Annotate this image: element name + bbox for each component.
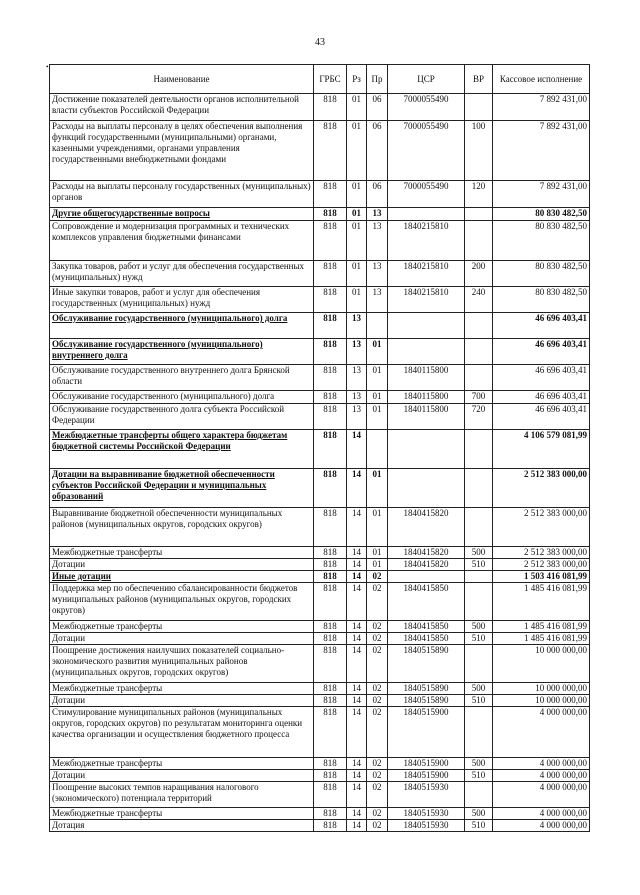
cell-vr: 510 [465, 770, 493, 782]
cell-pr: 02 [367, 621, 388, 633]
cell-vr: 510 [465, 633, 493, 645]
cell-rz: 01 [347, 287, 367, 313]
cell-pr [367, 313, 388, 339]
cell-grbs: 818 [314, 621, 347, 633]
cell-name: Поощрение достижения наилучших показателей социально-экономического развития муниципальных районов (муниципальных округов, городских округов) [50, 645, 314, 683]
cell-rz: 14 [347, 645, 367, 683]
cell-pr: 13 [367, 221, 388, 261]
cell-csr: 1840515890 [388, 695, 465, 707]
cell-name: Дотации на выравнивание бюджетной обеспеченности субъектов Российской Федерации и муниципальных образований [50, 469, 314, 508]
cell-vr: 500 [465, 621, 493, 633]
table-row [50, 770, 590, 782]
cell-name: Межбюджетные трансферты общего характера бюджетам бюджетной системы Российской Федерации [50, 430, 314, 469]
cell-csr: 7000055490 [388, 94, 465, 121]
cell-pr: 02 [367, 820, 388, 832]
table-row [50, 508, 590, 547]
cell-name: Межбюджетные трансферты [50, 758, 314, 770]
cell-csr: 7000055490 [388, 121, 465, 181]
table-row [50, 808, 590, 820]
cell-grbs: 818 [314, 683, 347, 695]
cell-grbs: 818 [314, 547, 347, 559]
cell-csr [388, 571, 465, 583]
cell-sum: 4 000 000,00 [493, 782, 590, 808]
cell-grbs: 818 [314, 820, 347, 832]
cell-pr: 01 [367, 404, 388, 430]
cell-csr: 1840415820 [388, 508, 465, 547]
cell-grbs: 818 [314, 583, 347, 621]
table-row [50, 339, 590, 365]
cell-csr: 1840515900 [388, 758, 465, 770]
cell-csr: 1840515930 [388, 782, 465, 808]
table-row [50, 820, 590, 832]
header-sum: Кассовое исполнение [493, 65, 590, 94]
cell-sum: 46 696 403,41 [493, 404, 590, 430]
cell-pr [367, 430, 388, 469]
cell-csr: 1840515900 [388, 770, 465, 782]
cell-vr [465, 707, 493, 758]
table-row [50, 782, 590, 808]
cell-pr: 02 [367, 633, 388, 645]
cell-grbs: 818 [314, 508, 347, 547]
cell-sum: 1 485 416 081,99 [493, 621, 590, 633]
table-row [50, 621, 590, 633]
cell-vr: 200 [465, 261, 493, 287]
cell-vr [465, 430, 493, 469]
cell-csr: 1840515890 [388, 645, 465, 683]
table-row [50, 547, 590, 559]
cell-pr: 01 [367, 508, 388, 547]
cell-csr: 1840215810 [388, 287, 465, 313]
cell-vr [465, 94, 493, 121]
cell-rz: 14 [347, 758, 367, 770]
table-row [50, 181, 590, 208]
cell-rz: 14 [347, 621, 367, 633]
header-rz: Рз [347, 65, 367, 94]
table-row [50, 208, 590, 221]
cell-sum: 2 512 383 000,00 [493, 559, 590, 571]
cell-grbs: 818 [314, 469, 347, 508]
cell-sum: 1 485 416 081,99 [493, 633, 590, 645]
cell-grbs: 818 [314, 365, 347, 391]
table-row [50, 365, 590, 391]
cell-name: Дотации [50, 633, 314, 645]
cell-rz: 14 [347, 782, 367, 808]
cell-csr [388, 469, 465, 508]
cell-vr: 510 [465, 695, 493, 707]
cell-csr [388, 313, 465, 339]
cell-rz: 01 [347, 208, 367, 221]
cell-vr: 720 [465, 404, 493, 430]
cell-name: Выравнивание бюджетной обеспеченности муниципальных районов (муниципальных округов, городских округов) [50, 508, 314, 547]
cell-csr: 1840215810 [388, 221, 465, 261]
cell-name: Сопровождение и модернизация программных и технических комплексов управления бюджетными финансами [50, 221, 314, 261]
cell-grbs: 818 [314, 430, 347, 469]
cell-vr: 100 [465, 121, 493, 181]
cell-name: Закупка товаров, работ и услуг для обеспечения государственных (муниципальных) нужд [50, 261, 314, 287]
cell-pr: 13 [367, 208, 388, 221]
cell-rz: 01 [347, 94, 367, 121]
cell-pr: 02 [367, 770, 388, 782]
cell-rz: 14 [347, 571, 367, 583]
cell-grbs: 818 [314, 695, 347, 707]
cell-pr: 02 [367, 808, 388, 820]
cell-name: Другие общегосударственные вопросы [50, 208, 314, 221]
cell-csr [388, 339, 465, 365]
cell-name: Стимулирование муниципальных районов (муниципальных округов, городских округов) по результатам мониторинга оценки качества организации и осуществления бюджетного процесса [50, 707, 314, 758]
table-row [50, 559, 590, 571]
table-row [50, 404, 590, 430]
cell-rz: 14 [347, 770, 367, 782]
cell-vr [465, 208, 493, 221]
cell-csr: 1840415850 [388, 633, 465, 645]
table-row [50, 683, 590, 695]
cell-grbs: 818 [314, 208, 347, 221]
cell-pr: 02 [367, 758, 388, 770]
cell-name: Расходы на выплаты персоналу в целях обеспечения выполнения функций государственными (муниципальными) органами, казенными учреждениями, органами управления государственными внебюджетными фондами [50, 121, 314, 181]
table-row [50, 121, 590, 181]
cell-grbs: 818 [314, 758, 347, 770]
cell-pr: 02 [367, 782, 388, 808]
cell-name: Поддержка мер по обеспечению сбалансированности бюджетов муниципальных районов (муниципальных округов, городских округов) [50, 583, 314, 621]
table-row [50, 221, 590, 261]
cell-grbs: 818 [314, 559, 347, 571]
cell-rz: 14 [347, 808, 367, 820]
cell-name: Дотации [50, 770, 314, 782]
cell-rz: 01 [347, 181, 367, 208]
cell-rz: 14 [347, 547, 367, 559]
cell-sum: 46 696 403,41 [493, 365, 590, 391]
cell-name: Дотация [50, 820, 314, 832]
cell-sum: 10 000 000,00 [493, 695, 590, 707]
cell-grbs: 818 [314, 770, 347, 782]
cell-csr: 1840515890 [388, 683, 465, 695]
cell-grbs: 818 [314, 391, 347, 404]
cell-sum: 10 000 000,00 [493, 645, 590, 683]
cell-grbs: 818 [314, 287, 347, 313]
cell-sum: 2 512 383 000,00 [493, 469, 590, 508]
cell-vr: 700 [465, 391, 493, 404]
cell-rz: 13 [347, 365, 367, 391]
cell-pr: 01 [367, 559, 388, 571]
cell-grbs: 818 [314, 261, 347, 287]
cell-rz: 14 [347, 559, 367, 571]
cell-grbs: 818 [314, 221, 347, 261]
cell-grbs: 818 [314, 633, 347, 645]
cell-rz: 01 [347, 221, 367, 261]
cell-name: Дотации [50, 559, 314, 571]
cell-name: Межбюджетные трансферты [50, 621, 314, 633]
cell-csr [388, 430, 465, 469]
cell-csr: 7000055490 [388, 181, 465, 208]
cell-rz: 13 [347, 339, 367, 365]
cell-vr: 240 [465, 287, 493, 313]
cell-sum: 1 485 416 081,99 [493, 583, 590, 621]
cell-name: Обслуживание государственного (муниципального) долга [50, 391, 314, 404]
table-row [50, 695, 590, 707]
cell-pr: 01 [367, 391, 388, 404]
cell-sum: 7 892 431,00 [493, 181, 590, 208]
cell-grbs: 818 [314, 645, 347, 683]
cell-sum: 4 000 000,00 [493, 707, 590, 758]
cell-rz: 14 [347, 633, 367, 645]
cell-sum: 80 830 482,50 [493, 261, 590, 287]
cell-sum: 7 892 431,00 [493, 121, 590, 181]
table-row [50, 571, 590, 583]
cell-vr: 500 [465, 547, 493, 559]
budget-execution-table [49, 64, 590, 832]
cell-csr: 1840515930 [388, 808, 465, 820]
page-number: 43 [315, 37, 325, 48]
cell-name: Межбюджетные трансферты [50, 547, 314, 559]
cell-rz: 14 [347, 508, 367, 547]
table-row [50, 633, 590, 645]
cell-sum: 46 696 403,41 [493, 339, 590, 365]
cell-vr: 510 [465, 559, 493, 571]
cell-grbs: 818 [314, 571, 347, 583]
cell-rz: 13 [347, 404, 367, 430]
cell-pr: 13 [367, 287, 388, 313]
cell-csr: 1840415820 [388, 559, 465, 571]
cell-sum: 46 696 403,41 [493, 391, 590, 404]
cell-rz: 14 [347, 820, 367, 832]
table-row [50, 287, 590, 313]
table-row [50, 645, 590, 683]
cell-pr: 01 [367, 547, 388, 559]
cell-pr: 13 [367, 261, 388, 287]
cell-csr: 1840115800 [388, 391, 465, 404]
cell-name: Иные дотации [50, 571, 314, 583]
cell-name: Обслуживание государственного (муниципального) долга [50, 313, 314, 339]
cell-vr: 500 [465, 758, 493, 770]
cell-pr: 02 [367, 571, 388, 583]
cell-grbs: 818 [314, 181, 347, 208]
cell-sum: 80 830 482,50 [493, 208, 590, 221]
cell-rz: 13 [347, 391, 367, 404]
table-row [50, 469, 590, 508]
cell-sum: 1 503 416 081,99 [493, 571, 590, 583]
cell-name: Достижение показателей деятельности органов исполнительной власти субъектов Российской Федерации [50, 94, 314, 121]
cell-vr: 510 [465, 820, 493, 832]
cell-vr [465, 221, 493, 261]
cell-sum: 4 000 000,00 [493, 770, 590, 782]
cell-grbs: 818 [314, 121, 347, 181]
cell-vr [465, 339, 493, 365]
table-row [50, 583, 590, 621]
header-vr: ВР [465, 65, 493, 94]
table-row [50, 391, 590, 404]
cell-grbs: 818 [314, 808, 347, 820]
header-name: Наименование [50, 65, 314, 94]
cell-sum: 4 000 000,00 [493, 820, 590, 832]
cell-sum: 80 830 482,50 [493, 221, 590, 261]
table-row [50, 313, 590, 339]
header-pr: Пр [367, 65, 388, 94]
cell-vr [465, 782, 493, 808]
cell-name: Обслуживание государственного долга субъекта Российской Федерации [50, 404, 314, 430]
cell-sum: 46 696 403,41 [493, 313, 590, 339]
cell-pr: 02 [367, 695, 388, 707]
cell-grbs: 818 [314, 782, 347, 808]
cell-name: Дотации [50, 695, 314, 707]
cell-pr: 02 [367, 645, 388, 683]
cell-sum: 7 892 431,00 [493, 94, 590, 121]
cell-sum: 4 000 000,00 [493, 808, 590, 820]
cell-rz: 13 [347, 313, 367, 339]
cell-pr: 02 [367, 583, 388, 621]
cell-vr [465, 365, 493, 391]
cell-pr: 01 [367, 365, 388, 391]
cell-pr: 01 [367, 339, 388, 365]
cell-pr: 02 [367, 683, 388, 695]
cell-csr: 1840515900 [388, 707, 465, 758]
cell-vr: 500 [465, 683, 493, 695]
cell-vr: 500 [465, 808, 493, 820]
cell-csr: 1840115800 [388, 404, 465, 430]
cell-name: Межбюджетные трансферты [50, 808, 314, 820]
cell-name: Расходы на выплаты персоналу государственных (муниципальных) органов [50, 181, 314, 208]
cell-vr [465, 571, 493, 583]
cell-sum: 4 000 000,00 [493, 758, 590, 770]
cell-rz: 14 [347, 583, 367, 621]
cell-grbs: 818 [314, 707, 347, 758]
table-row [50, 430, 590, 469]
cell-pr: 06 [367, 94, 388, 121]
cell-rz: 14 [347, 469, 367, 508]
table-row [50, 261, 590, 287]
cell-vr [465, 645, 493, 683]
cell-csr: 1840415850 [388, 621, 465, 633]
cell-csr: 1840215810 [388, 261, 465, 287]
cell-csr: 1840115800 [388, 365, 465, 391]
cell-name: Иные закупки товаров, работ и услуг для обеспечения государственных (муниципальных) нужд [50, 287, 314, 313]
cell-rz: 01 [347, 121, 367, 181]
cell-pr: 06 [367, 121, 388, 181]
cell-sum: 2 512 383 000,00 [493, 547, 590, 559]
cell-rz: 14 [347, 430, 367, 469]
cell-grbs: 818 [314, 313, 347, 339]
cell-pr: 06 [367, 181, 388, 208]
table-row [50, 94, 590, 121]
cell-rz: 14 [347, 695, 367, 707]
cell-name: Поощрение высоких темпов наращивания налогового (экономического) потенциала территорий [50, 782, 314, 808]
cell-csr: 1840515930 [388, 820, 465, 832]
cell-rz: 14 [347, 683, 367, 695]
table-header-row [50, 65, 590, 94]
cell-sum: 4 106 579 081,99 [493, 430, 590, 469]
margin-mark: • [46, 63, 49, 71]
cell-name: Межбюджетные трансферты [50, 683, 314, 695]
table-row [50, 707, 590, 758]
cell-csr [388, 208, 465, 221]
cell-vr: 120 [465, 181, 493, 208]
cell-vr [465, 583, 493, 621]
cell-grbs: 818 [314, 404, 347, 430]
cell-grbs: 818 [314, 94, 347, 121]
cell-csr: 1840415850 [388, 583, 465, 621]
cell-sum: 80 830 482,50 [493, 287, 590, 313]
cell-rz: 01 [347, 261, 367, 287]
cell-vr [465, 508, 493, 547]
cell-vr [465, 313, 493, 339]
header-csr: ЦСР [388, 65, 465, 94]
cell-pr: 02 [367, 707, 388, 758]
cell-name: Обслуживание государственного (муниципального) внутреннего долга [50, 339, 314, 365]
cell-sum: 10 000 000,00 [493, 683, 590, 695]
cell-sum: 2 512 383 000,00 [493, 508, 590, 547]
cell-pr: 01 [367, 469, 388, 508]
table-row [50, 758, 590, 770]
header-grbs: ГРБС [314, 65, 347, 94]
cell-rz: 14 [347, 707, 367, 758]
cell-name: Обслуживание государственного внутреннего долга Брянской области [50, 365, 314, 391]
cell-csr: 1840415820 [388, 547, 465, 559]
cell-vr [465, 469, 493, 508]
cell-grbs: 818 [314, 339, 347, 365]
